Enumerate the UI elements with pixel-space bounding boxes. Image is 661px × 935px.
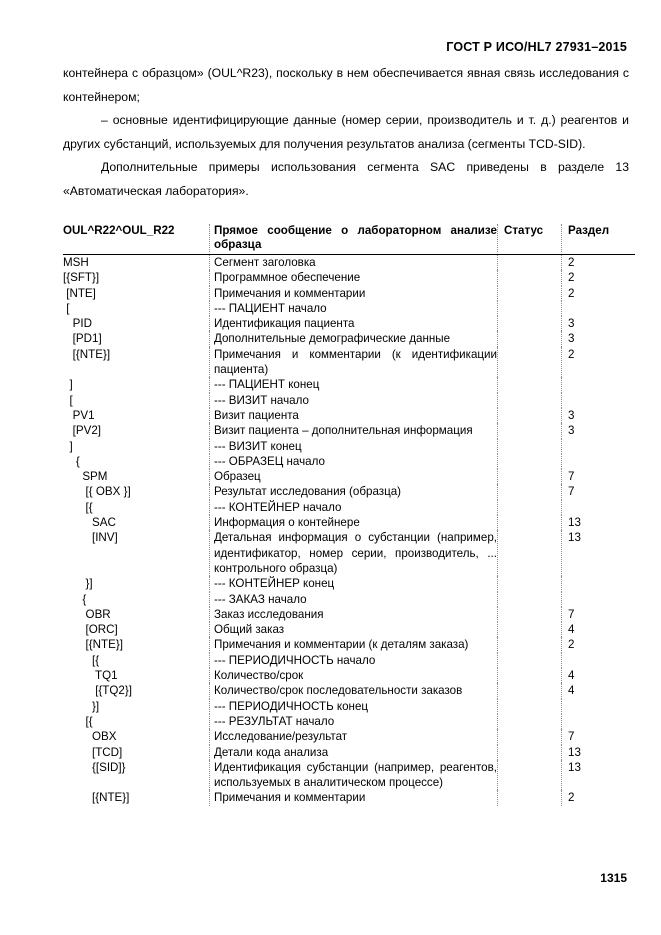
section-cell: [561, 699, 635, 714]
section-cell: [561, 653, 635, 668]
segment-cell: PV1: [63, 408, 95, 422]
segment-cell: [TCD]: [63, 745, 123, 759]
status-cell: [497, 653, 561, 668]
status-cell: [497, 729, 561, 744]
table-row: [63, 301, 635, 316]
section-cell: 13: [561, 745, 635, 760]
segment-cell: [: [63, 301, 70, 315]
status-cell: [497, 377, 561, 392]
section-cell: [561, 301, 635, 316]
description-cell: --- ВИЗИТ конец: [209, 439, 497, 454]
section-cell: 13: [561, 530, 635, 576]
table-row: [63, 484, 635, 499]
table-header: [63, 224, 635, 255]
segment-cell: {: [63, 454, 80, 468]
body-text: [63, 62, 629, 203]
description-cell: --- ПАЦИЕНТ начало: [209, 301, 497, 316]
table-row: [63, 255, 635, 270]
table-row: [63, 592, 635, 607]
status-cell: [497, 423, 561, 438]
header-status: Статус: [497, 224, 561, 252]
segment-cell: [{: [63, 653, 100, 667]
section-cell: 2: [561, 255, 635, 270]
segment-cell: [{NTE}]: [63, 347, 111, 361]
segment-cell: [ORC]: [63, 623, 118, 637]
description-cell: Заказ исследования: [209, 607, 497, 622]
header-segment: OUL^R22^OUL_R22: [63, 224, 175, 237]
header-section: Раздел: [561, 224, 635, 252]
description-cell: Образец: [209, 469, 497, 484]
table-row: [63, 653, 635, 668]
paragraph: Дополнительные примеры использования сегмента SAC приведены в разделе 13 «Автоматическая лаборатория».: [63, 160, 629, 198]
segment-cell: [{: [63, 500, 93, 514]
description-cell: --- КОНТЕЙНЕР конец: [209, 576, 497, 591]
table-row: [63, 423, 635, 438]
segment-cell: [NTE]: [63, 286, 96, 300]
section-cell: 2: [561, 286, 635, 301]
description-cell: Результат исследования (образца): [209, 484, 497, 499]
section-cell: [561, 576, 635, 591]
table-row: [63, 377, 635, 392]
status-cell: [497, 500, 561, 515]
table-row: [63, 530, 635, 576]
status-cell: [497, 301, 561, 316]
description-cell: --- КОНТЕЙНЕР начало: [209, 500, 497, 515]
segment-cell: ]: [63, 378, 73, 392]
segment-cell: MSH: [63, 256, 89, 269]
status-cell: [497, 790, 561, 805]
status-cell: [497, 255, 561, 270]
table-row: [63, 270, 635, 285]
section-cell: [561, 377, 635, 392]
segment-cell: }]: [63, 699, 100, 713]
section-cell: 2: [561, 270, 635, 285]
section-cell: 4: [561, 668, 635, 683]
table-row: [63, 331, 635, 346]
segment-cell: }]: [63, 577, 93, 591]
table-row: [63, 454, 635, 469]
segment-cell: [PV2]: [63, 424, 102, 438]
status-cell: [497, 270, 561, 285]
table-row: [63, 500, 635, 515]
table-row: [63, 576, 635, 591]
section-cell: 3: [561, 331, 635, 346]
section-cell: 7: [561, 607, 635, 622]
segment-cell: OBR: [63, 607, 111, 621]
section-cell: 2: [561, 637, 635, 652]
description-cell: Дополнительные демографические данные: [209, 331, 497, 346]
status-cell: [497, 760, 561, 791]
section-cell: [561, 592, 635, 607]
status-cell: [497, 393, 561, 408]
paragraph: – основные идентифицирующие данные (номер серии, производитель и т. д.) реагентов и других субстанций, используемых для получения результатов анализа (сегменты TCD-SID).: [63, 113, 629, 151]
status-cell: [497, 515, 561, 530]
description-cell: Информация о контейнере: [209, 515, 497, 530]
segment-cell: [{NTE}]: [63, 638, 123, 652]
status-cell: [497, 454, 561, 469]
status-cell: [497, 699, 561, 714]
description-cell: Сегмент заголовка: [209, 255, 497, 270]
status-cell: [497, 286, 561, 301]
segment-cell: [: [63, 393, 73, 407]
description-cell: Примечания и комментарии: [209, 790, 497, 805]
section-cell: [561, 439, 635, 454]
table-row: [63, 316, 635, 331]
status-cell: [497, 622, 561, 637]
table-body: [63, 255, 635, 806]
status-cell: [497, 331, 561, 346]
segment-cell: TQ1: [63, 669, 118, 683]
segment-cell: [INV]: [63, 531, 118, 545]
status-cell: [497, 530, 561, 576]
segment-cell: [{NTE}]: [63, 791, 130, 805]
section-cell: 4: [561, 622, 635, 637]
paragraph: контейнера с образцом» (OUL^R23), поскольку в нем обеспечивается явная связь исследования с контейнером;: [63, 66, 629, 104]
segment-cell: PID: [63, 317, 92, 331]
status-cell: [497, 607, 561, 622]
section-cell: [561, 393, 635, 408]
description-cell: Примечания и комментарии: [209, 286, 497, 301]
segment-cell: {[SID]}: [63, 760, 126, 774]
header-description: Прямое сообщение о лабораторном анализе образца: [209, 224, 497, 252]
segment-cell: SPM: [63, 470, 108, 484]
description-cell: Исследование/результат: [209, 729, 497, 744]
description-cell: --- ПАЦИЕНТ конец: [209, 377, 497, 392]
segment-cell: ]: [63, 439, 73, 453]
table-row: [63, 515, 635, 530]
table-row: [63, 286, 635, 301]
status-cell: [497, 469, 561, 484]
segment-cell: OBX: [63, 730, 117, 744]
section-cell: 3: [561, 316, 635, 331]
table-row: [63, 347, 635, 378]
description-cell: Количество/срок: [209, 668, 497, 683]
table-row: [63, 729, 635, 744]
description-cell: --- ПЕРИОДИЧНОСТЬ конец: [209, 699, 497, 714]
description-cell: Детальная информация о субстанции (например, идентификатор, номер серии, производитель, ... контрольного образца): [209, 530, 497, 576]
section-cell: 3: [561, 423, 635, 438]
section-cell: 13: [561, 760, 635, 791]
description-cell: Идентификация субстанции (например, реагентов, используемых в аналитическом процессе): [209, 760, 497, 791]
status-cell: [497, 668, 561, 683]
segment-cell: [{ OBX }]: [63, 485, 131, 499]
description-cell: Программное обеспечение: [209, 270, 497, 285]
section-cell: 7: [561, 469, 635, 484]
table-row: [63, 745, 635, 760]
message-structure-table: [63, 224, 635, 806]
section-cell: 13: [561, 515, 635, 530]
page-number: 1315: [600, 871, 627, 885]
description-cell: --- ЗАКАЗ начало: [209, 592, 497, 607]
status-cell: [497, 347, 561, 378]
description-cell: Общий заказ: [209, 622, 497, 637]
status-cell: [497, 637, 561, 652]
segment-cell: {: [63, 592, 87, 606]
description-cell: Идентификация пациента: [209, 316, 497, 331]
table-row: [63, 683, 635, 698]
status-cell: [497, 484, 561, 499]
section-cell: 7: [561, 729, 635, 744]
table-row: [63, 622, 635, 637]
table-row: [63, 790, 635, 805]
description-cell: Визит пациента: [209, 408, 497, 423]
description-cell: --- РЕЗУЛЬТАТ начало: [209, 714, 497, 729]
description-cell: Визит пациента – дополнительная информация: [209, 423, 497, 438]
status-cell: [497, 576, 561, 591]
section-cell: 3: [561, 408, 635, 423]
status-cell: [497, 316, 561, 331]
description-cell: Количество/срок последовательности заказов: [209, 683, 497, 698]
table-row: [63, 439, 635, 454]
section-cell: [561, 500, 635, 515]
document-header: ГОСТ Р ИСО/HL7 27931–2015: [446, 40, 627, 54]
section-cell: [561, 454, 635, 469]
description-cell: Детали кода анализа: [209, 745, 497, 760]
status-cell: [497, 592, 561, 607]
table-row: [63, 699, 635, 714]
segment-cell: [PD1]: [63, 332, 102, 346]
description-cell: Примечания и комментарии (к деталям заказа): [209, 637, 497, 652]
segment-cell: [{TQ2}]: [63, 684, 132, 698]
description-cell: --- ОБРАЗЕЦ начало: [209, 454, 497, 469]
segment-cell: [{: [63, 714, 93, 728]
table-row: [63, 714, 635, 729]
table-row: [63, 408, 635, 423]
status-cell: [497, 745, 561, 760]
table-row: [63, 668, 635, 683]
section-cell: [561, 714, 635, 729]
status-cell: [497, 714, 561, 729]
status-cell: [497, 683, 561, 698]
status-cell: [497, 439, 561, 454]
table-row: [63, 469, 635, 484]
description-cell: --- ПЕРИОДИЧНОСТЬ начало: [209, 653, 497, 668]
status-cell: [497, 408, 561, 423]
description-cell: --- ВИЗИТ начало: [209, 393, 497, 408]
table-row: [63, 393, 635, 408]
table-row: [63, 760, 635, 791]
section-cell: 2: [561, 790, 635, 805]
table-row: [63, 637, 635, 652]
description-cell: Примечания и комментарии (к идентификации пациента): [209, 347, 497, 378]
section-cell: 7: [561, 484, 635, 499]
section-cell: 2: [561, 347, 635, 378]
segment-cell: [{SFT}]: [63, 271, 100, 285]
segment-cell: SAC: [63, 516, 116, 530]
table-row: [63, 607, 635, 622]
section-cell: 4: [561, 683, 635, 698]
